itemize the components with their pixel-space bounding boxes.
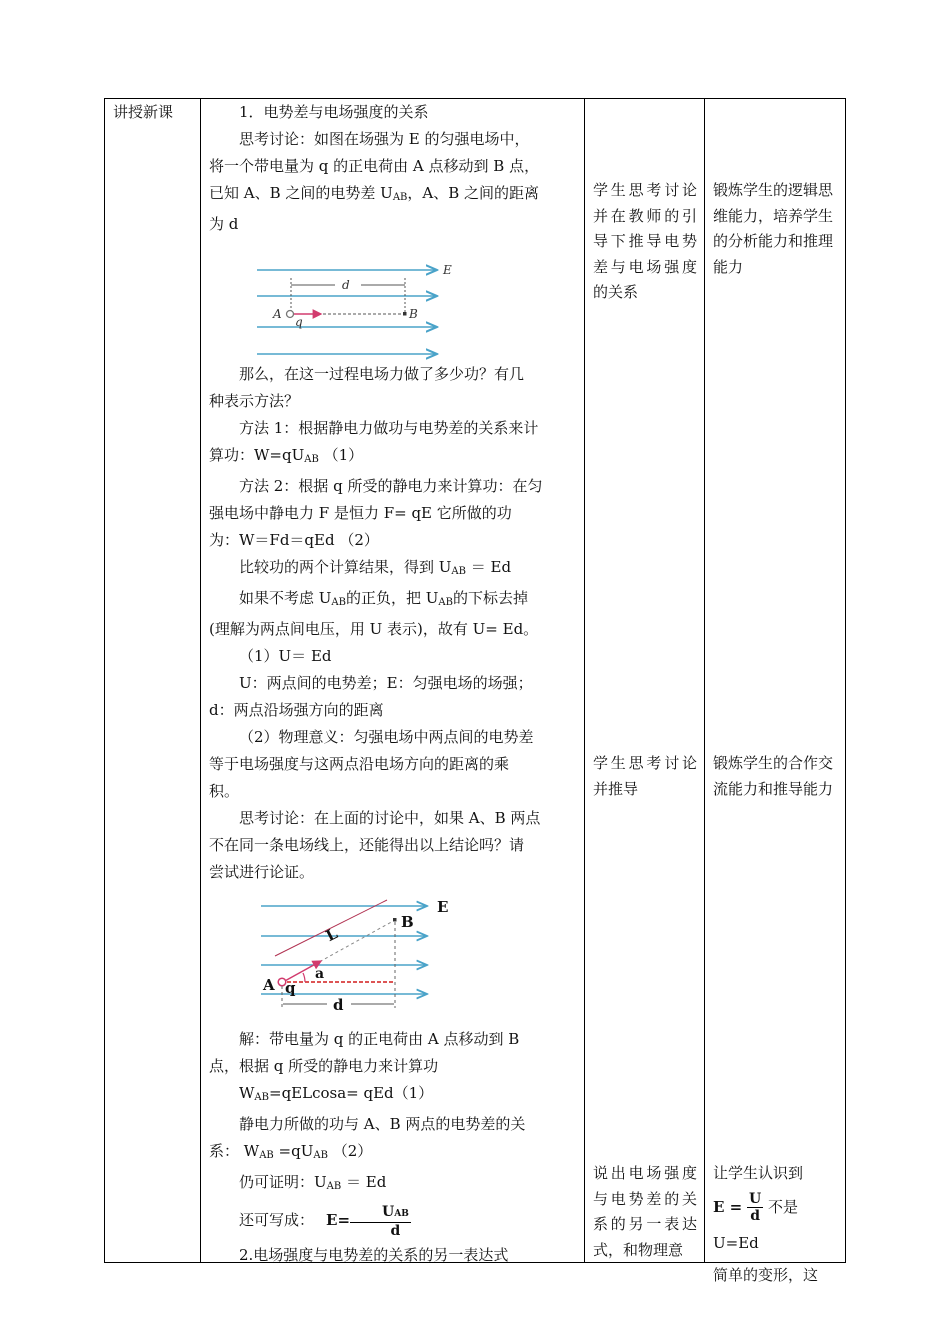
- point-A-marker: [287, 311, 294, 318]
- paragraph: 方法 2：根据 q 所受的静电力来计算功：在匀: [239, 477, 543, 495]
- paragraph: 种表示方法？: [209, 392, 300, 410]
- main-content: [209, 99, 577, 1269]
- student-activity-2: 学生思考讨论并推导: [593, 754, 697, 798]
- section-heading: 1．电势差与电场强度的关系: [239, 103, 429, 121]
- distance-label-d: d: [333, 996, 344, 1014]
- paragraph: U：两点间的电势差；E：匀强电场的场强；: [239, 674, 533, 692]
- paragraph: 为：W＝Fd＝qEd （2）: [209, 531, 379, 549]
- formula-line: 仍可证明：$U_{AB} = Ed$: [239, 1173, 387, 1192]
- paragraph: 那么，在这一过程电场力做了多少功？有几: [239, 365, 525, 383]
- paragraph: 积。: [209, 782, 240, 800]
- formula-line: 还可写成： E= $\frac{\text{UAB}}{d}$: [239, 1203, 409, 1239]
- paragraph: 等于电场强度与这两点沿电场方向的距离的乘: [209, 755, 510, 773]
- formula-line: $W_{AB}=qELcosa= qEd(1)$: [239, 1084, 434, 1103]
- paragraph: 尝试进行论证。: [209, 863, 315, 881]
- formula-line: （1）U＝ Ed: [239, 647, 332, 665]
- formula-lhs: E =: [713, 1197, 743, 1216]
- section-label: 讲授新课: [113, 103, 174, 121]
- paragraph: 系： $W_{AB} =qU_{AB}$ （2）: [209, 1142, 373, 1161]
- paragraph: 方法 1：根据静电力做功与电势差的关系来计: [239, 419, 539, 437]
- point-A-label: A: [263, 976, 275, 994]
- formula-lhs: E=: [326, 1211, 351, 1229]
- charge-label-q: q: [295, 315, 303, 329]
- paragraph: 思考讨论：在上面的讨论中，如果 A、B 两点: [239, 809, 541, 827]
- paragraph: 静电力所做的功与 A、B 两点的电势差的关: [239, 1115, 526, 1133]
- formula-fraction: $\frac{\text{UAB}}{d}$: [350, 1204, 411, 1239]
- paragraph: （2）物理意义：匀强电场中两点间的电势差: [239, 728, 534, 746]
- design-intent-3: 让学生认识到 E = $\frac{U}{d}$ 不是 U=Ed 简单的变形，这: [713, 1164, 819, 1284]
- paragraph: 算功：$W=qU_{AB}$ （1）: [209, 446, 364, 465]
- paragraph: 强电场中静电力 F 是恒力 F= qE 它所做的功: [209, 504, 512, 522]
- formula-fraction: $\frac{U}{d}$: [749, 1191, 762, 1224]
- field-label-E: E: [443, 263, 452, 277]
- col-divider-3: [704, 99, 705, 1262]
- paragraph: 点，根据 q 所受的静电力来计算功: [209, 1057, 439, 1075]
- paragraph: (理解为两点间电压，用 U 表示)，故有 U= Ed。: [209, 620, 539, 638]
- paragraph: 为 d: [209, 215, 239, 233]
- point-B-label: B: [401, 913, 414, 931]
- field-label-E: E: [437, 898, 449, 916]
- lesson-table: [104, 98, 846, 1284]
- distance-label-d: d: [342, 278, 350, 292]
- point-A-label: A: [273, 307, 282, 321]
- uniform-field-diagram: [209, 238, 577, 361]
- section-heading: 2.电场强度与电势差的关系的另一表达式: [239, 1246, 509, 1264]
- col-divider-1: [200, 99, 201, 1262]
- angle-label-a: a: [315, 966, 325, 982]
- point-B-label: B: [409, 307, 418, 321]
- paragraph: d：两点沿场强方向的距离: [209, 701, 384, 719]
- col-divider-2: [584, 99, 585, 1262]
- paragraph: 将一个带电量为 q 的正电荷由 A 点移动到 B 点，: [209, 157, 540, 175]
- paragraph: 不在同一条电场线上，还能得出以上结论吗？请: [209, 836, 525, 854]
- student-activity-3: 说出电场强度与电势差的关系的另一表达式，和物理意: [593, 1164, 697, 1259]
- oblique-path-diagram: [209, 886, 577, 1026]
- charge-label-q: q: [285, 979, 296, 997]
- paragraph: 如果不考虑 $U_{AB}$的正负，把 $U_{AB}$的下标去掉: [239, 589, 529, 608]
- length-label-L: L: [322, 924, 341, 946]
- design-intent-2: 锻炼学生的合作交流能力和推导能力: [713, 754, 834, 798]
- paragraph: 思考讨论：如图在场强为 E 的匀强电场中，: [239, 130, 530, 148]
- paragraph: 已知 A、B 之间的电势差 $U_{AB}$，A、B 之间的距离: [209, 184, 540, 203]
- student-activity-1: 学生思考讨论并在教师的引导下推导电势差与电场强度的关系: [593, 181, 697, 301]
- design-intent-1: 锻炼学生的逻辑思维能力，培养学生的分析能力和推理能力: [713, 181, 834, 276]
- paragraph: 解：带电量为 q 的正电荷由 A 点移动到 B: [239, 1030, 520, 1048]
- paragraph: 比较功的两个计算结果，得到 $U_{AB} = Ed$: [239, 558, 512, 577]
